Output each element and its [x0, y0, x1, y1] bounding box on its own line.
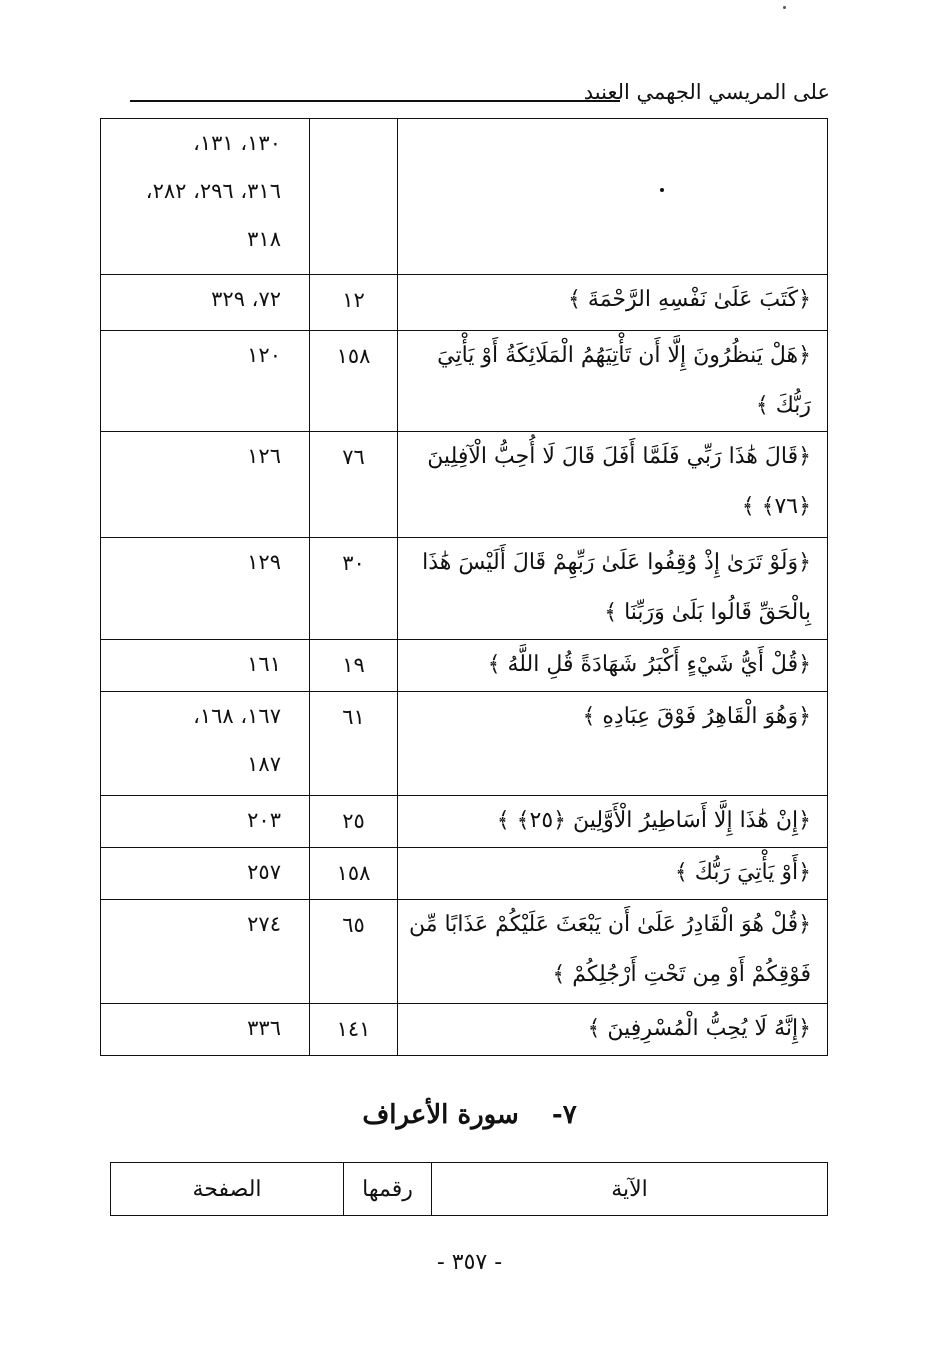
table-row: [101, 1004, 828, 1056]
verse-number-cell: ٢٥: [310, 796, 398, 848]
verse-number-cell: ١٥٨: [310, 331, 398, 432]
column-header-table: [110, 1162, 827, 1216]
verse-number-cell: [310, 119, 398, 275]
verse-cell: ﴿وَهُوَ الْقَاهِرُ فَوْقَ عِبَادِهِ ﴾: [398, 692, 828, 796]
verse-cell: ﴿إِنَّهُ لَا يُحِبُّ الْمُسْرِفِينَ ﴾: [398, 1004, 828, 1056]
page-refs-cell: [101, 848, 310, 900]
verse-number-cell: ١٥٨: [310, 848, 398, 900]
table-row: [101, 275, 828, 331]
table-row: [101, 432, 828, 538]
page-ref-line: ١٨٧: [247, 752, 281, 776]
column-header-verse: الآية: [432, 1163, 828, 1216]
column-header-page: الصفحة: [111, 1163, 344, 1216]
page-refs-cell: [101, 331, 310, 432]
page-refs-cell: [101, 796, 310, 848]
verse-index-table: [100, 118, 827, 1056]
page-ref-line: ١٢٦: [247, 444, 281, 468]
page-ref-line: ٢٧٤: [247, 912, 281, 936]
page-ref-line: ٢٠٣: [247, 808, 281, 832]
section-heading: [0, 1100, 939, 1130]
page-refs-cell: [101, 900, 310, 1004]
verse-number-cell: ١٩: [310, 640, 398, 692]
verse-number-cell: ٦٥: [310, 900, 398, 1004]
verse-cell: ﴿أَوْ يَأْتِيَ رَبُّكَ ﴾: [398, 848, 828, 900]
verse-cell: ﴿وَلَوْ تَرَىٰ إِذْ وُقِفُوا عَلَىٰ رَبِّهِمْ قَالَ أَلَيْسَ هَٰذَا بِالْحَقِّ قَالُوا بَلَىٰ وَرَبِّنَا ﴾: [398, 538, 828, 640]
page-ref-line: ١٢٩: [247, 550, 281, 574]
verse-cell: ﴿كَتَبَ عَلَىٰ نَفْسِهِ الرَّحْمَةَ ﴾: [398, 275, 828, 331]
page-ref-line: ١٣٠، ١٣١،: [193, 131, 281, 155]
verse-number-cell: ٣٠: [310, 538, 398, 640]
verse-number-cell: ١٤١: [310, 1004, 398, 1056]
table-row: [101, 331, 828, 432]
page-refs-cell: [101, 119, 310, 275]
header-title: على المريسي الجهمي العنيد: [583, 80, 830, 104]
table-row: [101, 900, 828, 1004]
column-header-number: رقمها: [344, 1163, 432, 1216]
page-ref-line: ١٢٠: [247, 343, 281, 367]
verse-number-cell: ٧٦: [310, 432, 398, 538]
page-ref-line: ٣٣٦: [247, 1016, 281, 1040]
page-refs-cell: [101, 538, 310, 640]
page-ref-line: ١٦٧، ١٦٨،: [193, 704, 281, 728]
page-ref-line: ٣١٦، ٢٩٦، ٢٨٢،: [145, 179, 281, 203]
table-row: [101, 119, 828, 275]
header-rule: [130, 100, 620, 102]
section-number: ٧-: [551, 1100, 577, 1130]
verse-cell: ﴿إِنْ هَٰذَا إِلَّا أَسَاطِيرُ الْأَوَّلِينَ ﴿٢٥﴾ ﴾: [398, 796, 828, 848]
table-row: [101, 538, 828, 640]
page-refs-cell: [101, 640, 310, 692]
page-refs-cell: [101, 1004, 310, 1056]
verse-number-cell: ١٢: [310, 275, 398, 331]
table-row: [101, 640, 828, 692]
verse-cell: [398, 119, 828, 275]
page-ref-line: ١٦١: [247, 652, 281, 676]
verse-cell: ﴿قُلْ أَيُّ شَيْءٍ أَكْبَرُ شَهَادَةً قُلِ اللَّهُ ﴾: [398, 640, 828, 692]
page-number: - ٣٥٧ -: [436, 1250, 503, 1275]
page-ref-line: ٣١٨: [247, 227, 281, 251]
verse-cell: ﴿قُلْ هُوَ الْقَادِرُ عَلَىٰ أَن يَبْعَثَ عَلَيْكُمْ عَذَابًا مِّن فَوْقِكُمْ أَوْ مِن تَحْتِ أَرْجُلِكُمْ ﴾: [398, 900, 828, 1004]
page-refs-cell: [101, 692, 310, 796]
table-row: [101, 692, 828, 796]
page-refs-cell: [101, 275, 310, 331]
stray-mark: [660, 188, 664, 192]
table-row: [101, 796, 828, 848]
section-title: سورة الأعراف: [362, 1100, 519, 1130]
verse-cell: ﴿قَالَ هَٰذَا رَبِّي فَلَمَّا أَفَلَ قَالَ لَا أُحِبُّ الْآفِلِينَ ﴿٧٦﴾ ﴾: [398, 432, 828, 538]
page-ref-line: ٢٥٧: [247, 860, 281, 884]
scan-speck: [783, 6, 786, 9]
verse-number-cell: ٦١: [310, 692, 398, 796]
verse-cell: ﴿هَلْ يَنظُرُونَ إِلَّا أَن تَأْتِيَهُمُ الْمَلَائِكَةُ أَوْ يَأْتِيَ رَبُّكَ ﴾: [398, 331, 828, 432]
page-refs-cell: [101, 432, 310, 538]
table-row: [101, 848, 828, 900]
page-ref-line: ٧٢، ٣٢٩: [211, 287, 281, 311]
running-header: [130, 78, 830, 118]
